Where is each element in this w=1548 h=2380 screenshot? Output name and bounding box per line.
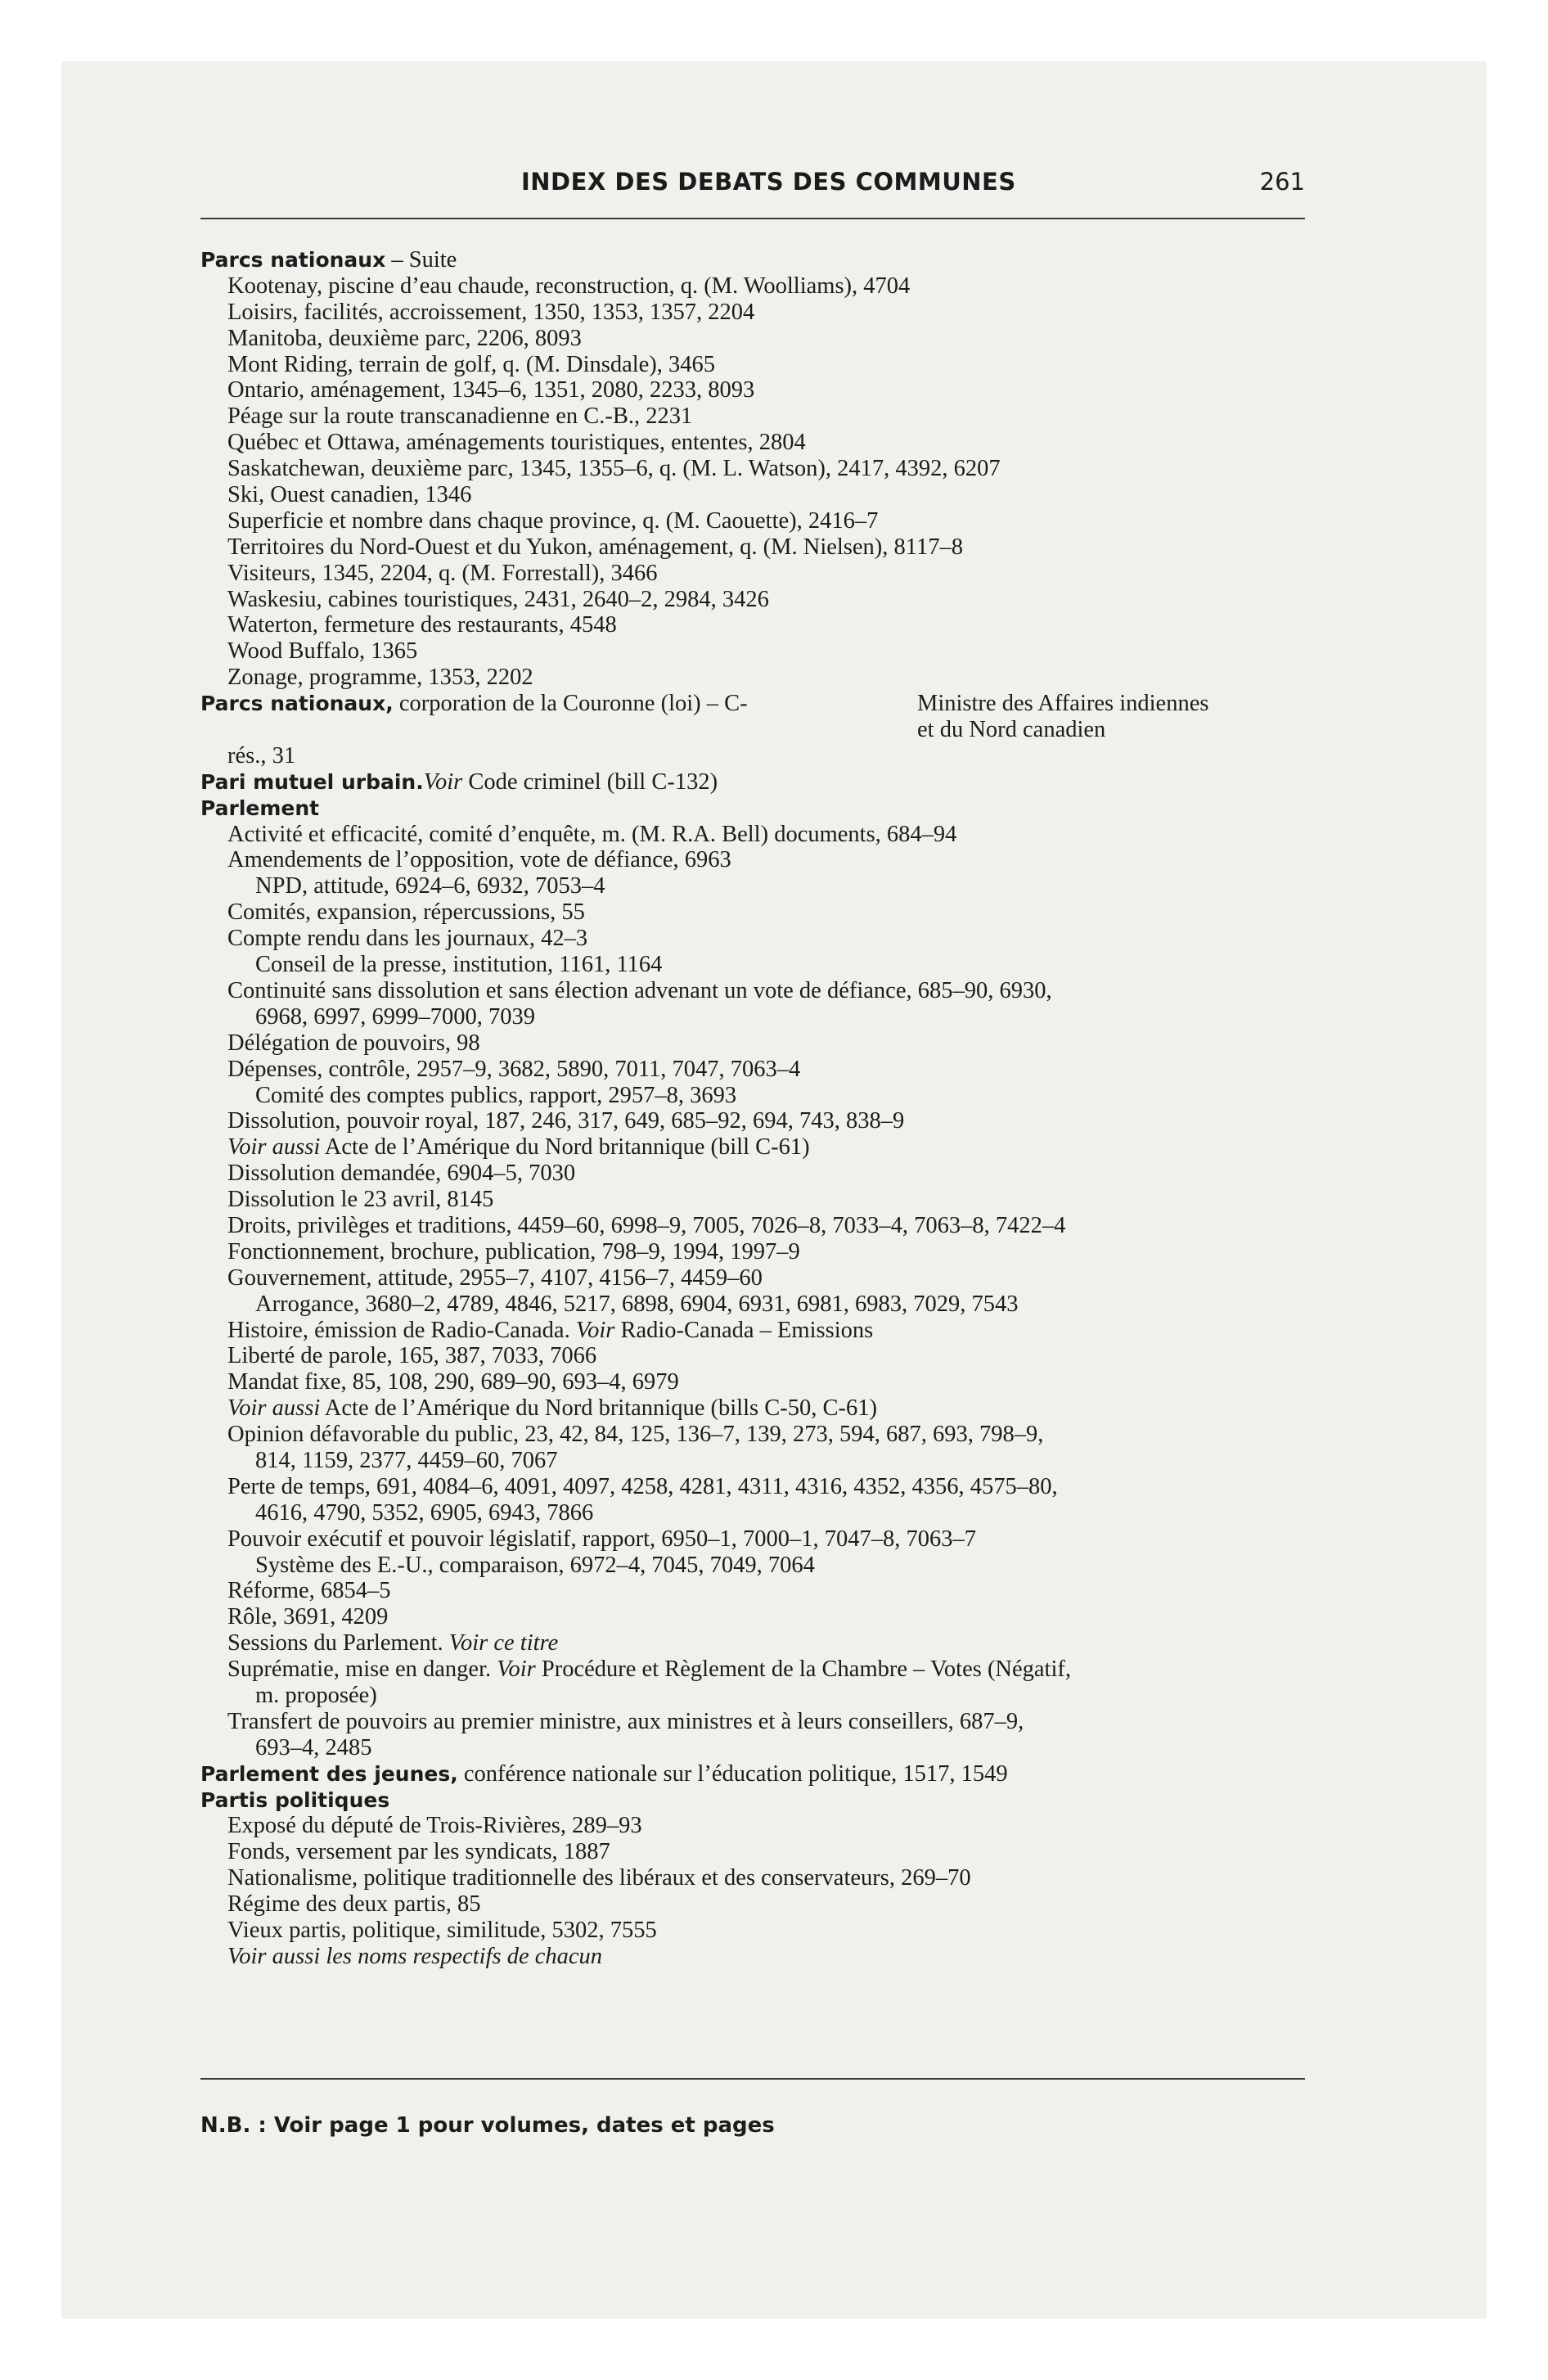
index-heading: Parlement des jeunes,: [200, 1761, 458, 1786]
see-reference: Voir aussi les noms respectifs de chacun: [227, 1943, 603, 1969]
index-entry-row: [200, 873, 1330, 899]
footer-note: N.B. : Voir page 1 pour volumes, dates et pages: [200, 2113, 775, 2138]
index-entry-row: [200, 456, 1330, 482]
index-entry-row: [200, 1213, 1330, 1239]
index-entry-row: [200, 665, 1330, 691]
entry-body: Territoires du Nord-Ouest et du Yukon, aménagement, q. (M. Nielsen), 8117–8: [227, 534, 963, 560]
index-entry-row: [200, 1134, 1330, 1161]
index-entries: [200, 247, 1330, 1970]
entry-body: Saskatchewan, deuxième parc, 1345, 1355–6, q. (M. L. Watson), 2417, 4392, 6207: [227, 456, 1001, 482]
index-entry-text: [227, 1395, 877, 1422]
index-entry-text: [200, 1761, 1008, 1787]
entry-body: Conseil de la presse, institution, 1161, 1164: [255, 952, 663, 978]
entry-body: Superficie et nombre dans chaque province, q. (M. Caouette), 2416–7: [227, 507, 879, 534]
index-entry-row: [200, 1057, 1330, 1083]
index-entry-text: [255, 1291, 1019, 1318]
entry-body: Manitoba, deuxième parc, 2206, 8093: [227, 325, 582, 351]
index-entry-text: [227, 1865, 971, 1891]
index-entry-row: [200, 1604, 1330, 1630]
entry-body: Opinion défavorable du public, 23, 42, 84, 125, 136–7, 139, 273, 594, 687, 693, 798–9,: [227, 1422, 1044, 1448]
index-entry-row: [200, 1030, 1330, 1057]
entry-body: Fonctionnement, brochure, publication, 798–9, 1994, 1997–9: [227, 1238, 800, 1264]
index-entry-text: [227, 1343, 596, 1369]
index-heading-row: [200, 691, 1330, 717]
entry-body: Loisirs, facilités, accroissement, 1350, 1353, 1357, 2204: [227, 299, 755, 325]
index-entry-row: [200, 1918, 1330, 1944]
entry-body: Nationalisme, politique traditionnelle des libéraux et des conservateurs, 269–70: [227, 1865, 971, 1891]
entry-body: Pouvoir exécutif et pouvoir législatif, rapport, 6950–1, 7000–1, 7047–8, 7063–7: [227, 1526, 977, 1552]
entry-body: Acte de l’Amérique du Nord britannique (bills C-50, C-61): [320, 1395, 877, 1422]
index-entry-row: [200, 1108, 1330, 1134]
index-entry-text: [227, 1630, 558, 1657]
entry-body: Wood Buffalo, 1365: [227, 638, 418, 665]
index-entry-row: [200, 587, 1330, 613]
index-entry-row: [200, 1291, 1330, 1318]
index-entry-text: [227, 403, 692, 430]
index-heading: Partis politiques: [200, 1787, 390, 1812]
entry-body: Dissolution demandée, 6904–5, 7030: [227, 1161, 576, 1187]
see-reference: Voir: [575, 1317, 615, 1343]
entry-body: Zonage, programme, 1353, 2202: [227, 665, 533, 691]
see-reference: Voir aussi: [227, 1395, 321, 1422]
entry-body: m. proposée): [255, 1682, 377, 1708]
index-entry-text: [255, 1500, 593, 1526]
entry-body: Ski, Ouest canadien, 1346: [227, 482, 472, 508]
entry-body: NPD, attitude, 6924–6, 6932, 7053–4: [255, 873, 605, 899]
index-entry-row: [200, 430, 1330, 456]
index-entry-row: [200, 1343, 1330, 1369]
entry-body: Amendements de l’opposition, vote de défiance, 6963: [227, 847, 731, 873]
index-entry-text: [227, 456, 1001, 482]
index-entry-text: [227, 1918, 657, 1944]
index-entry-row: [200, 1578, 1330, 1604]
index-entry-row: [200, 717, 1330, 743]
entry-body: Rôle, 3691, 4209: [227, 1604, 389, 1630]
index-entry-row: [200, 1813, 1330, 1839]
index-entry-text: [227, 534, 963, 561]
index-entry-row: [200, 1369, 1330, 1395]
index-entry-text: [227, 1134, 810, 1161]
header-rule: [200, 218, 1305, 219]
entry-body: Radio-Canada – Emissions: [614, 1317, 874, 1343]
index-entry-text: [227, 482, 471, 508]
index-entry-row: [200, 638, 1330, 665]
index-entry-text: [200, 769, 718, 796]
index-entry-text: [227, 822, 956, 848]
entry-body: 693–4, 2485: [255, 1734, 372, 1760]
entry-body: 4616, 4790, 5352, 6905, 6943, 7866: [255, 1499, 594, 1526]
index-entry-text: [227, 1108, 904, 1134]
index-entry-row: [200, 534, 1330, 561]
index-entry-row: [200, 1500, 1330, 1526]
entry-body: Système des E.-U., comparaison, 6972–4, 7045, 7049, 7064: [255, 1552, 815, 1578]
index-entry-text: [227, 587, 769, 613]
index-heading-row: [200, 1761, 1330, 1787]
right-column-note: Ministre des Affaires indiennes: [917, 691, 1209, 717]
entry-body: Kootenay, piscine d’eau chaude, reconstruction, q. (M. Woolliams), 4704: [227, 273, 911, 299]
index-entry-text: [227, 1657, 1071, 1683]
index-entry-text: [200, 796, 319, 822]
see-reference: Voir: [423, 769, 463, 795]
entry-body: Gouvernement, attitude, 2955–7, 4107, 4156–7, 4459–60: [227, 1264, 763, 1291]
index-entry-text: [227, 326, 582, 352]
entry-body: Comité des comptes publics, rapport, 2957–8, 3693: [255, 1082, 737, 1108]
index-entry-row: [200, 1865, 1330, 1891]
index-entry-row: [200, 561, 1330, 587]
entry-body: Fonds, versement par les syndicats, 1887: [227, 1839, 610, 1865]
index-entry-row: [200, 612, 1330, 638]
index-entry-text: [255, 1448, 557, 1474]
index-entry-row: [200, 1526, 1330, 1553]
index-entry-text: [255, 1004, 535, 1030]
index-entry-text: [255, 1553, 815, 1579]
index-entry-row: [200, 952, 1330, 978]
index-entry-text: [227, 638, 417, 665]
index-entry-text: [227, 1526, 976, 1553]
see-reference: Voir: [497, 1657, 536, 1683]
entry-body: Droits, privilèges et traditions, 4459–60, 6998–9, 7005, 7026–8, 7033–4, 7063–8, 7422–4: [227, 1212, 1066, 1238]
index-entry-text: [227, 1944, 602, 1970]
index-entry-row: [200, 326, 1330, 352]
index-entry-text: [255, 1735, 372, 1761]
index-entry-row: [200, 822, 1330, 848]
index-entry-row: [200, 1318, 1330, 1344]
page-header: [200, 168, 1305, 207]
index-heading-row: [200, 796, 1330, 822]
entry-body: Québec et Ottawa, aménagements touristiques, ententes, 2804: [227, 430, 806, 456]
index-entry-row: [200, 1944, 1330, 1970]
index-entry-text: [255, 873, 605, 899]
entry-body: Waskesiu, cabines touristiques, 2431, 2640–2, 2984, 3426: [227, 586, 769, 612]
entry-body: Délégation de pouvoirs, 98: [227, 1030, 480, 1056]
index-entry-text: [227, 1161, 575, 1187]
index-entry-row: [200, 1422, 1330, 1448]
index-entry-text: [227, 665, 533, 691]
index-entry-row: [200, 1448, 1330, 1474]
entry-body: Activité et efficacité, comité d’enquête, m. (M. R.A. Bell) documents, 684–94: [227, 821, 957, 847]
see-reference: Voir ce titre: [448, 1630, 559, 1657]
entry-body: – Suite: [385, 247, 457, 273]
index-entry-text: [227, 1839, 610, 1865]
index-entry-text: [200, 691, 748, 717]
index-entry-text: [227, 508, 878, 534]
index-entry-text: [227, 561, 658, 587]
index-heading: Pari mutuel urbain.: [200, 769, 424, 794]
entry-body: Perte de temps, 691, 4084–6, 4091, 4097, 4258, 4281, 4311, 4316, 4352, 4356, 4575–80,: [227, 1473, 1058, 1499]
index-entry-row: [200, 482, 1330, 508]
index-heading: Parcs nationaux,: [200, 692, 394, 716]
index-entry-row: [200, 1395, 1330, 1422]
index-entry-row: [200, 1553, 1330, 1579]
entry-body: Vieux partis, politique, similitude, 5302, 7555: [227, 1918, 657, 1943]
index-entry-text: [227, 926, 587, 952]
index-entry-text: [227, 352, 715, 378]
index-entry-text: [227, 1578, 390, 1604]
right-column-note: et du Nord canadien: [917, 717, 1106, 743]
index-entry-row: [200, 1083, 1330, 1109]
index-heading: Parlement: [200, 796, 320, 820]
entry-body: Péage sur la route transcanadienne en C.-B., 2231: [227, 403, 693, 430]
index-heading: Parcs nationaux: [200, 248, 386, 272]
entry-body: Arrogance, 3680–2, 4789, 4846, 5217, 6898, 6904, 6931, 6981, 6983, 7029, 7543: [255, 1291, 1019, 1317]
index-entry-text: [227, 612, 617, 638]
entry-body: Dissolution, pouvoir royal, 187, 246, 317, 649, 685–92, 694, 743, 838–9: [227, 1108, 905, 1134]
entry-body: conférence nationale sur l’éducation politique, 1517, 1549: [457, 1760, 1008, 1787]
entry-body: 814, 1159, 2377, 4459–60, 7067: [255, 1447, 558, 1473]
index-entry-text: [227, 1891, 480, 1918]
index-entry-text: [227, 899, 585, 926]
index-entry-text: [227, 300, 754, 326]
index-heading-row: [200, 247, 1330, 273]
entry-body: Continuité sans dissolution et sans élection advenant un vote de défiance, 685–90, 6930,: [227, 977, 1052, 1003]
index-entry-row: [200, 1239, 1330, 1265]
entry-body: Comités, expansion, répercussions, 55: [227, 899, 585, 926]
entry-body: corporation de la Couronne (loi) – C-: [393, 691, 748, 717]
index-heading-row: [200, 769, 1330, 796]
page-title: INDEX DES DEBATS DES COMMUNES: [521, 168, 1016, 196]
see-reference: Voir aussi: [227, 1134, 321, 1161]
index-entry-text: [227, 1369, 679, 1395]
index-entry-text: [227, 1318, 873, 1344]
entry-body: Waterton, fermeture des restaurants, 4548: [227, 612, 617, 638]
index-entry-text: [227, 1709, 1024, 1735]
index-entry-row: [200, 273, 1330, 300]
index-entry-text: [255, 1083, 736, 1109]
entry-body: Code criminel (bill C-132): [462, 769, 718, 795]
index-heading-row: [200, 1787, 1330, 1814]
index-entry-row: [200, 1657, 1330, 1683]
index-entry-row: [200, 1630, 1330, 1657]
index-entry-text: [227, 430, 806, 456]
index-entry-row: [200, 1265, 1330, 1291]
entry-body: Procédure et Règlement de la Chambre – Votes (Négatif,: [535, 1657, 1072, 1683]
index-entry-row: [200, 743, 1330, 769]
entry-body: Ontario, aménagement, 1345–6, 1351, 2080, 2233, 8093: [227, 377, 755, 403]
entry-body: Compte rendu dans les journaux, 42–3: [227, 926, 588, 952]
index-entry-text: [227, 1474, 1058, 1500]
entry-body: Réforme, 6854–5: [227, 1578, 391, 1604]
index-entry-text: [227, 1030, 480, 1057]
index-entry-text: [227, 978, 1052, 1004]
index-entry-text: [255, 1683, 377, 1709]
index-entry-text: [255, 952, 662, 978]
index-entry-text: [200, 1787, 389, 1814]
index-entry-text: [227, 1813, 642, 1839]
index-entry-row: [200, 1474, 1330, 1500]
index-entry-text: [200, 247, 457, 273]
entry-body: Dépenses, contrôle, 2957–9, 3682, 5890, 7011, 7047, 7063–4: [227, 1056, 801, 1082]
page-number: 261: [1259, 168, 1305, 196]
index-entry-row: [200, 1709, 1330, 1735]
entry-body: Sessions du Parlement.: [227, 1630, 449, 1657]
index-entry-row: [200, 899, 1330, 926]
entry-body: Acte de l’Amérique du Nord britannique (bill C-61): [320, 1134, 810, 1161]
entry-body: Exposé du député de Trois-Rivières, 289–93: [227, 1813, 642, 1839]
index-entry-text: [227, 1239, 800, 1265]
index-entry-text: [227, 1213, 1065, 1239]
index-entry-row: [200, 1839, 1330, 1865]
index-entry-text: [227, 1422, 1043, 1448]
index-entry-text: [227, 377, 754, 403]
entry-body: 6968, 6997, 6999–7000, 7039: [255, 1003, 535, 1030]
entry-body: Histoire, émission de Radio-Canada.: [227, 1317, 576, 1343]
index-entry-text: [227, 1604, 388, 1630]
entry-body: Régime des deux partis, 85: [227, 1891, 481, 1918]
index-entry-row: [200, 352, 1330, 378]
entry-body: rés., 31: [227, 742, 296, 769]
entry-body: Mandat fixe, 85, 108, 290, 689–90, 693–4, 6979: [227, 1369, 679, 1395]
index-entry-text: [227, 273, 910, 300]
index-entry-text: [227, 847, 731, 873]
index-entry-row: [200, 377, 1330, 403]
index-entry-row: [200, 508, 1330, 534]
index-entry-row: [200, 1683, 1330, 1709]
index-entry-row: [200, 1891, 1330, 1918]
entry-body: Visiteurs, 1345, 2204, q. (M. Forrestall), 3466: [227, 560, 658, 586]
index-entry-row: [200, 1004, 1330, 1030]
index-entry-text: [227, 743, 295, 769]
footer-rule: [200, 2078, 1305, 2080]
entry-body: Transfert de pouvoirs au premier ministre, aux ministres et à leurs conseillers, 687–9,: [227, 1708, 1024, 1734]
index-entry-row: [200, 403, 1330, 430]
entry-body: Liberté de parole, 165, 387, 7033, 7066: [227, 1343, 597, 1369]
index-entry-row: [200, 847, 1330, 873]
index-entry-text: [227, 1057, 800, 1083]
index-entry-row: [200, 300, 1330, 326]
entry-body: Dissolution le 23 avril, 8145: [227, 1187, 494, 1213]
index-entry-text: [227, 1187, 493, 1213]
index-entry-row: [200, 1161, 1330, 1187]
entry-body: Mont Riding, terrain de golf, q. (M. Dinsdale), 3465: [227, 351, 716, 377]
index-entry-row: [200, 1735, 1330, 1761]
index-entry-text: [227, 1265, 763, 1291]
index-entry-row: [200, 1187, 1330, 1213]
index-entry-row: [200, 926, 1330, 952]
entry-body: Suprématie, mise en danger.: [227, 1657, 497, 1683]
index-entry-row: [200, 978, 1330, 1004]
